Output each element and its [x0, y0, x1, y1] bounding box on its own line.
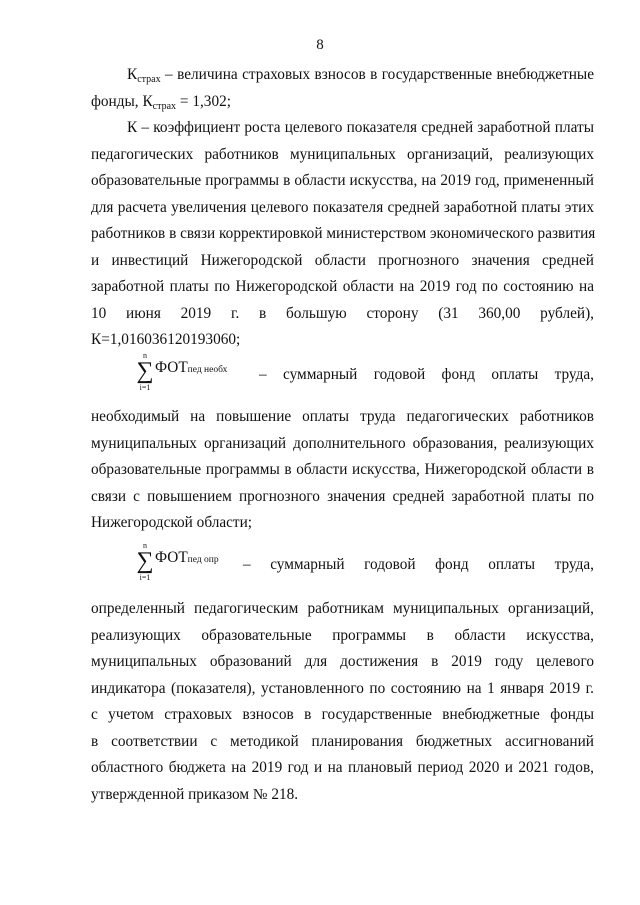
formula1-line: образовательные программы в области искусства, Нижегородской области в [91, 461, 594, 478]
sum-upper-limit: n [143, 351, 147, 360]
k-line: заработной платы по Нижегородской области на 2019 год по состоянию на [91, 278, 594, 295]
kstrah-definition: – величина страховых взносов в государственные внебюджетные [160, 66, 594, 83]
sigma-glyph: ∑ [136, 548, 154, 574]
formula2-line: определенный педагогическим работникам муниципальных организаций, [91, 600, 594, 617]
kstrah-line-1 [91, 62, 594, 89]
k-line: работников в связи корректировкой министерством экономического развития [91, 225, 596, 242]
kstrah-value-subscript: страх [152, 100, 177, 112]
k-line: образовательные программы в области искусства, на 2019 год, примененный [91, 172, 594, 189]
fot-term [155, 359, 227, 379]
formula2-line: в соответствии с методикой планирования бюджетных ассигнований [91, 732, 594, 750]
sigma-glyph: ∑ [136, 358, 154, 384]
formula2-line: реализующих образовательные программы в области искусства, [91, 626, 594, 644]
sum-upper-limit: n [143, 541, 147, 550]
formula2-line: индикатора (показателя), установленного по состоянию на 1 января 2019 г. [91, 679, 594, 697]
formula1-line: связи с повышением прогнозного значения средней заработной платы по [91, 487, 594, 505]
kstrah-value: = 1,302; [176, 92, 231, 110]
fot-term [155, 549, 219, 569]
fot-main: ФОТ [155, 359, 188, 376]
kstrah-value-prefix: фонды, К [91, 92, 153, 110]
k-coefficient-paragraph [91, 115, 594, 354]
formula2-paragraph [91, 596, 594, 808]
k-line: педагогических работников муниципальных организаций, реализующих [91, 145, 594, 163]
summation-symbol [135, 351, 155, 395]
fot-main: ФОТ [155, 549, 188, 566]
formula-description: – суммарный годовой фонд оплаты труда, [259, 366, 594, 383]
kstrah-paragraph [91, 62, 594, 115]
k-line: и инвестиций Нижегородской области прогнозного значения средней [91, 251, 594, 269]
k-line: К – коэффициент роста целевого показателя средней заработной платы [127, 119, 594, 136]
k-line: для расчета увеличения целевого показателя средней заработной платы этих [91, 198, 594, 216]
fot-subscript: пед опр [187, 555, 219, 565]
kstrah-subscript: страх [137, 74, 161, 85]
formula2-line: с учетом страховых взносов в государственные внебюджетные фонды [91, 706, 594, 723]
formula2-line: муниципальных образований для достижения в 2019 году целевого [91, 653, 594, 670]
sum-lower-limit: i=1 [139, 573, 151, 582]
formula-fot-needed [91, 351, 594, 395]
formula1-line: необходимый на повышение оплаты труда педагогических работников [91, 408, 594, 425]
summation-symbol [135, 541, 155, 585]
k-line: 10 июня 2019 г. в большую сторону (31 360,00 рублей), [91, 304, 594, 322]
kstrah-symbol: К [127, 66, 138, 83]
formula-description: – суммарный годовой фонд оплаты труда, [243, 556, 594, 573]
formula1-line: Нижегородской области; [91, 514, 253, 531]
formula2-line: утвержденной приказом № 218. [91, 785, 299, 803]
sum-lower-limit: i=1 [139, 383, 151, 392]
formula2-line: областного бюджета на 2019 год и на плановый период 2020 и 2021 годов, [91, 759, 594, 776]
fot-subscript: пед необх [187, 365, 228, 375]
formula-fot-determined [91, 541, 594, 585]
formula1-paragraph [91, 404, 594, 537]
page-number: 8 [316, 37, 324, 53]
k-line: К=1,016036120193060; [91, 331, 241, 348]
kstrah-line-2 [91, 89, 594, 116]
formula1-line: муниципальных организаций дополнительного образования, реализующих [91, 434, 594, 452]
